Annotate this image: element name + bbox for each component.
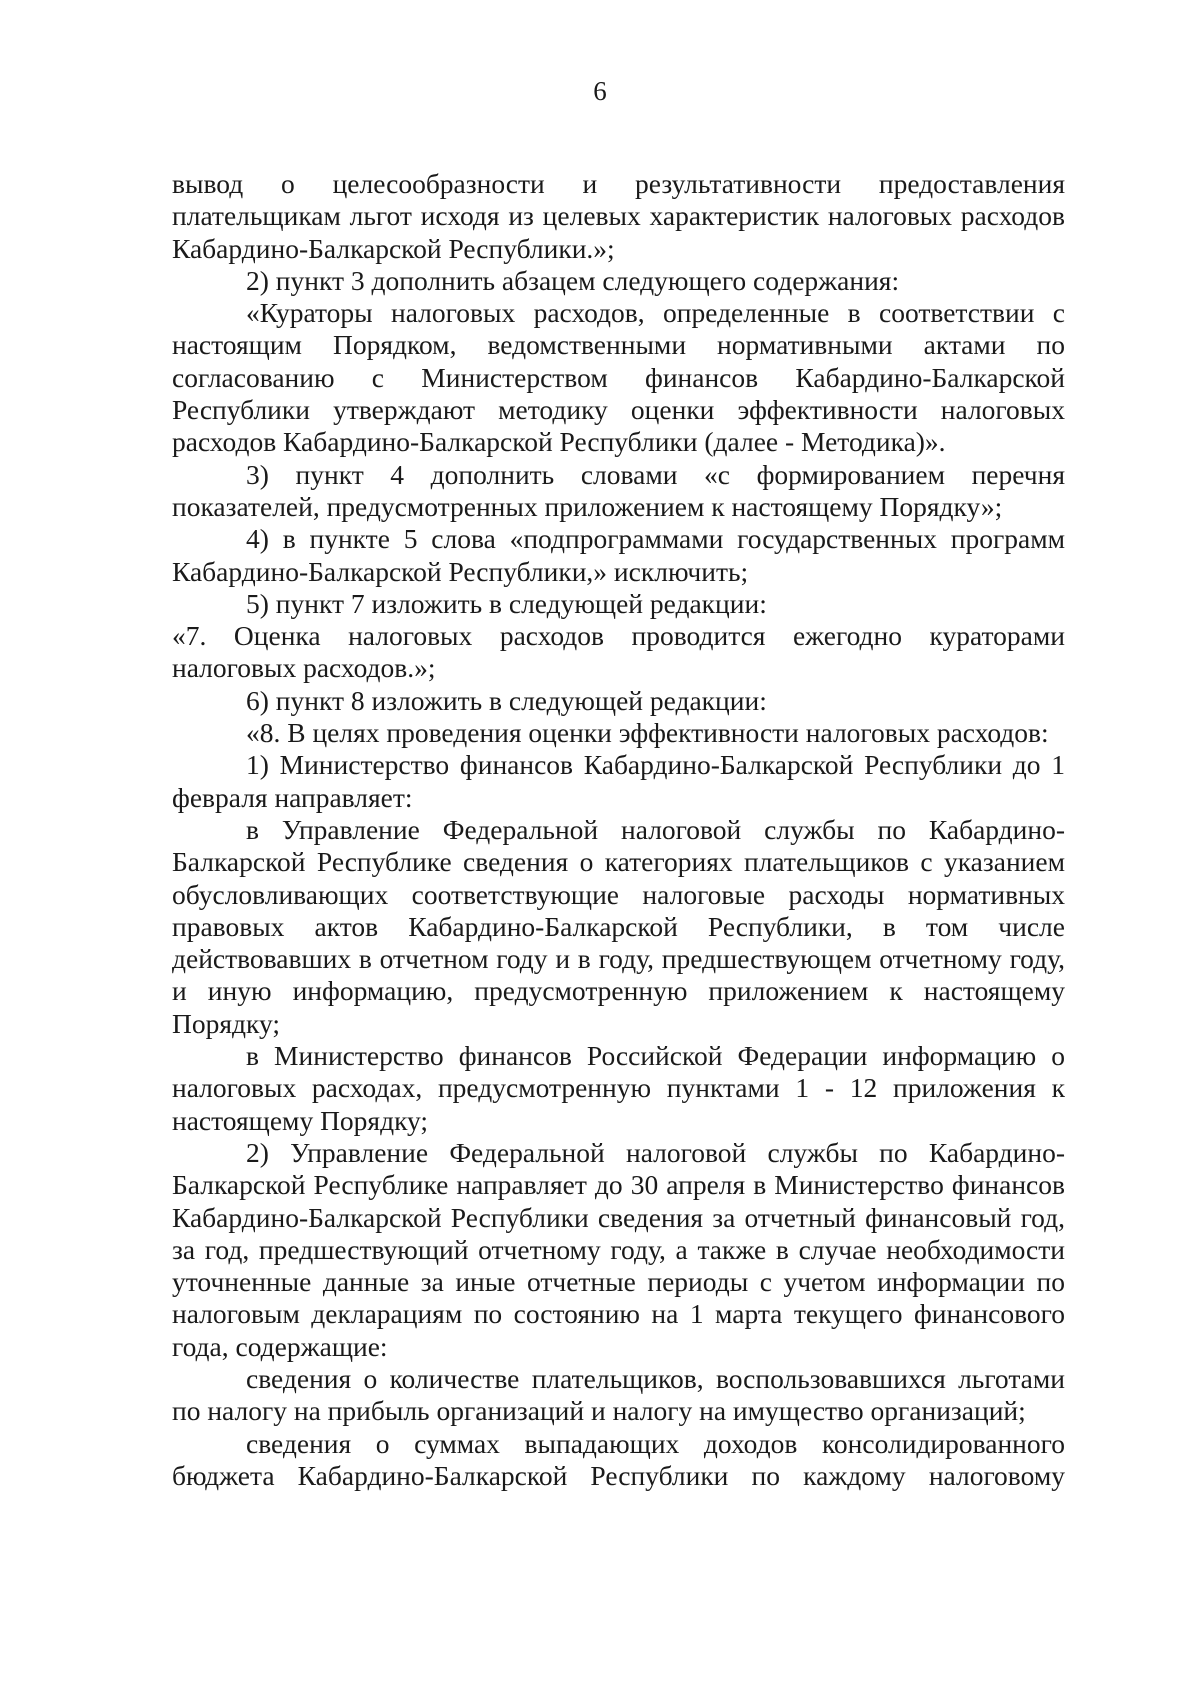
paragraph: 2) пункт 3 дополнить абзацем следующего содержания: bbox=[246, 264, 900, 296]
paragraph: 6) пункт 8 изложить в следующей редакции: bbox=[246, 684, 767, 716]
document-body bbox=[172, 168, 1065, 1492]
paragraph: «7. Оценка налоговых расходов проводится ежегодно кураторами налоговых расходов.»; bbox=[172, 620, 1065, 684]
paragraph: 3) пункт 4 дополнить словами «с формированием перечня показателей, предусмотренных приложением к настоящему Порядку»; bbox=[172, 458, 1065, 522]
paragraph: «8. В целях проведения оценки эффективности налоговых расходов: bbox=[246, 717, 1049, 749]
paragraph: сведения о количестве плательщиков, воспользовавшихся льготами по налогу на прибыль организаций и налогу на имущество организаций; bbox=[172, 1362, 1065, 1427]
paragraph: вывод о целесообразности и результативности предоставления плательщикам льгот исходя из целевых характеристик налоговых расходов Кабардино-Балкарской Республики.»; bbox=[172, 168, 1065, 264]
paragraph: 1) Министерство финансов Кабардино-Балкарской Республики до 1 февраля направляет: bbox=[172, 749, 1065, 813]
paragraph: 2) Управление Федеральной налоговой службы по Кабардино-Балкарской Республике направляет до 30 апреля в Министерство финансов Кабардино-Балкарской Республики сведения за отчетный финансовый год, за год, предшествующий отчетному году, а также в случае необходимости уточненные данные за иные отчетные периоды с учетом информации по налоговым декларациям по состоянию на 1 марта текущего финансового года, содержащие: bbox=[172, 1136, 1065, 1362]
paragraph: «Кураторы налоговых расходов, определенные в соответствии с настоящим Порядком, ведомственными нормативными актами по согласованию с Министерством финансов Кабардино-Балкарской Республики утверждают методику оценки эффективности налоговых расходов Кабардино-Балкарской Республики (далее - Методика)». bbox=[172, 297, 1065, 458]
paragraph: 5) пункт 7 изложить в следующей редакции: bbox=[246, 587, 767, 619]
paragraph: в Управление Федеральной налоговой службы по Кабардино-Балкарской Республике сведения о категориях плательщиков с указанием обусловливающих соответствующие налоговые расходы нормативных правовых актов Кабардино-Балкарской Республики, в том числе действовавших в отчетном году и в году, предшествующем отчетному году, и иную информацию, предусмотренную приложением к настоящему Порядку; bbox=[172, 813, 1065, 1039]
paragraph: сведения о суммах выпадающих доходов консолидированного бюджета Кабардино-Балкарской Республики по каждому налоговому bbox=[172, 1427, 1065, 1491]
page-number: 6 bbox=[593, 76, 607, 106]
paragraph: в Министерство финансов Российской Федерации информацию о налоговых расходах, предусмотренную пунктами 1 - 12 приложения к настоящему Порядку; bbox=[172, 1040, 1065, 1136]
paragraph: 4) в пункте 5 слова «подпрограммами государственных программ Кабардино-Балкарской Республики,» исключить; bbox=[172, 523, 1065, 587]
